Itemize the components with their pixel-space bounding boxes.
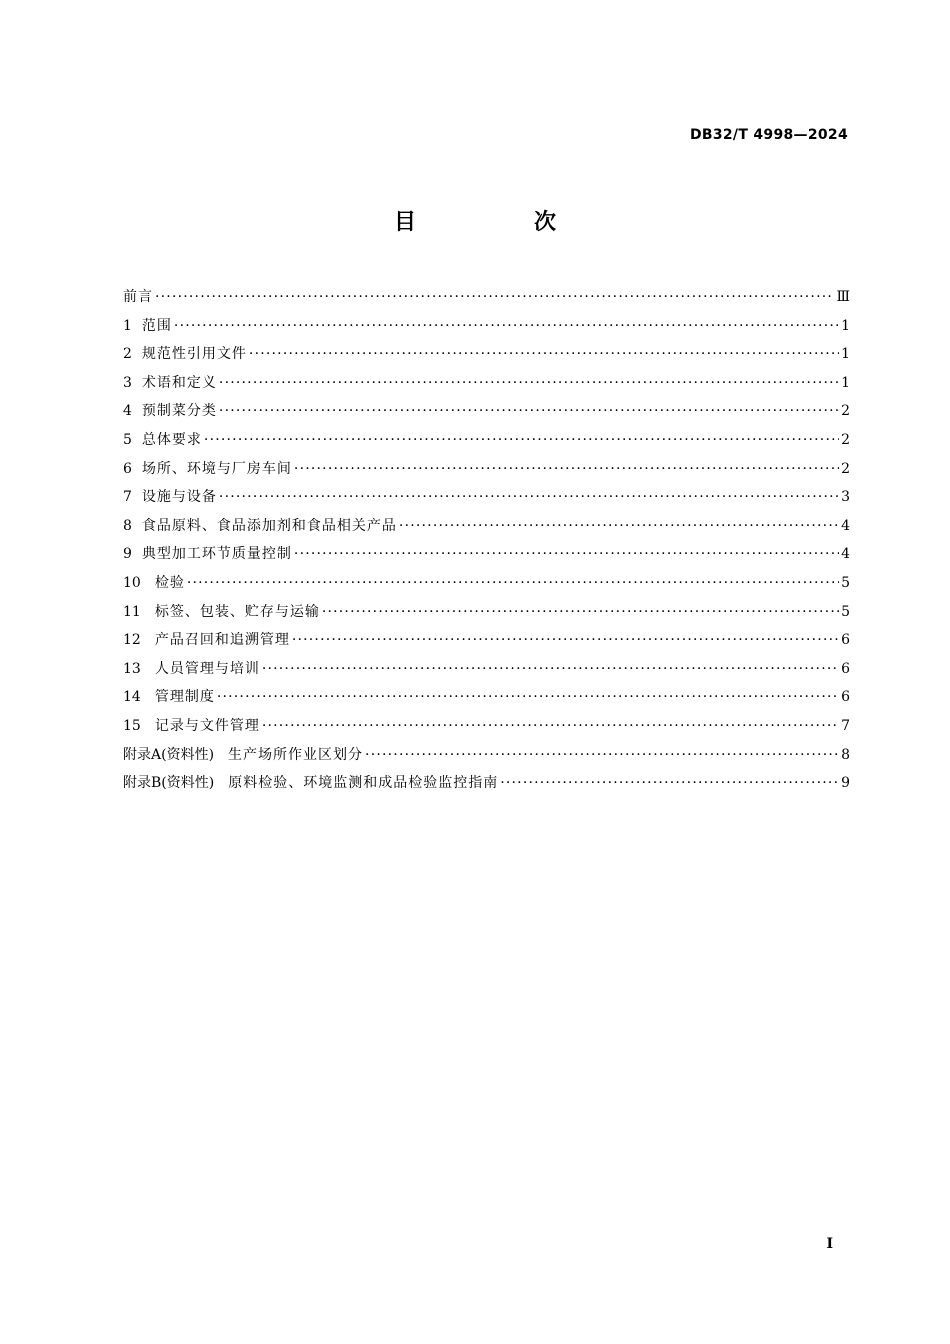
toc-entry-title: 原料检验、环境监测和成品检验监控指南: [228, 775, 499, 792]
toc-entry-number: 9: [123, 546, 132, 563]
toc-entry[interactable]: [123, 629, 850, 658]
toc-entry[interactable]: [123, 315, 850, 344]
toc-entry-number: 11: [123, 603, 141, 620]
toc-leader-dots: [174, 315, 839, 337]
toc-entry-number: 12: [123, 632, 141, 649]
toc-entry[interactable]: [123, 686, 850, 715]
toc-entry[interactable]: [123, 543, 850, 572]
toc-entry-number: 13: [123, 660, 141, 677]
table-of-contents: [123, 286, 850, 801]
toc-entry-title: 记录与文件管理: [154, 717, 260, 734]
toc-leader-dots: [217, 686, 839, 708]
toc-entry-title: 范围: [141, 317, 172, 334]
toc-leader-dots: [292, 629, 839, 651]
toc-entry-page: 7: [841, 717, 850, 734]
toc-entry[interactable]: [123, 715, 850, 744]
toc-entry-page: 4: [841, 546, 850, 563]
toc-entry[interactable]: [123, 515, 850, 544]
toc-entry-page: 2: [841, 403, 850, 420]
toc-entry-title: 食品原料、食品添加剂和食品相关产品: [141, 517, 397, 534]
page-title: 目 次: [393, 210, 604, 235]
toc-entry-page: 3: [841, 489, 850, 506]
toc-entry-page: 4: [841, 517, 850, 534]
toc-leader-dots: [219, 486, 839, 508]
toc-entry-title: 生产场所作业区划分: [228, 746, 364, 763]
toc-entry-number: 8: [123, 517, 132, 534]
toc-entry-page: 1: [841, 374, 850, 391]
toc-leader-dots: [204, 429, 839, 451]
toc-entry-number: 15: [123, 717, 141, 734]
toc-entry-number: 附录B(资料性): [123, 775, 215, 792]
toc-leader-dots: [399, 515, 839, 537]
toc-leader-dots: [219, 372, 839, 394]
toc-entry[interactable]: [123, 572, 850, 601]
toc-entry-page: Ⅲ: [836, 289, 850, 305]
toc-entry[interactable]: [123, 400, 850, 429]
toc-leader-dots: [294, 458, 839, 480]
toc-entry-number: 4: [123, 403, 132, 420]
toc-entry-page: 5: [841, 574, 850, 591]
toc-entry-appendix-b[interactable]: [123, 772, 850, 801]
toc-entry-page: 1: [841, 317, 850, 334]
toc-entry-title: 典型加工环节质量控制: [141, 546, 292, 563]
toc-entry-page: 5: [841, 603, 850, 620]
toc-entry-title: 术语和定义: [141, 374, 217, 391]
toc-entry-title: 检验: [154, 574, 185, 591]
toc-entry-title: 预制菜分类: [141, 403, 217, 420]
toc-entry-title: 人员管理与培训: [154, 660, 260, 677]
toc-entry-page: 6: [841, 660, 850, 677]
toc-entry[interactable]: [123, 429, 850, 458]
document-code: DB32/T 4998—2024: [689, 127, 848, 143]
toc-entry-title: 规范性引用文件: [141, 346, 247, 363]
toc-leader-dots: [249, 343, 839, 365]
toc-entry-number: 2: [123, 346, 132, 363]
toc-leader-dots: [294, 543, 839, 565]
toc-entry-title: 标签、包装、贮存与运输: [154, 603, 320, 620]
toc-entry-page: 8: [841, 746, 850, 763]
toc-entry-number: 3: [123, 374, 132, 391]
toc-entry-title: 设施与设备: [141, 489, 217, 506]
toc-leader-dots: [322, 601, 839, 623]
toc-leader-dots: [219, 400, 839, 422]
toc-entry[interactable]: [123, 601, 850, 630]
toc-entry-page: 1: [841, 346, 850, 363]
toc-entry-page: 6: [841, 632, 850, 649]
toc-entry[interactable]: [123, 658, 850, 687]
toc-entry-page: 2: [841, 460, 850, 477]
toc-entry[interactable]: [123, 458, 850, 487]
toc-leader-dots: [500, 772, 839, 794]
toc-entry-title: 产品召回和追溯管理: [154, 632, 290, 649]
toc-leader-dots: [262, 715, 839, 737]
toc-entry-number: 1: [123, 317, 132, 334]
toc-entry-appendix-a[interactable]: [123, 744, 850, 773]
toc-entry-page: 9: [841, 775, 850, 792]
toc-entry[interactable]: [123, 372, 850, 401]
toc-entry[interactable]: [123, 486, 850, 515]
toc-entry-title: 总体要求: [141, 431, 202, 448]
toc-leader-dots: [365, 744, 839, 766]
toc-entry-title: 前言: [123, 289, 153, 305]
toc-entry[interactable]: [123, 343, 850, 372]
toc-leader-dots: [187, 572, 839, 594]
toc-entry-number: 6: [123, 460, 132, 477]
toc-leader-dots: [262, 658, 839, 680]
toc-entry-number: 14: [123, 689, 141, 706]
toc-entry-number: 附录A(资料性): [123, 746, 215, 763]
page-number: I: [826, 1236, 833, 1252]
toc-entry-number: 7: [123, 489, 132, 506]
toc-entry-title: 管理制度: [154, 689, 215, 706]
toc-entry-page: 2: [841, 431, 850, 448]
toc-entry-title: 场所、环境与厂房车间: [141, 460, 292, 477]
toc-entry-number: 5: [123, 431, 132, 448]
toc-entry-foreword[interactable]: [123, 286, 850, 315]
toc-entry-number: 10: [123, 574, 141, 591]
toc-leader-dots: [155, 286, 834, 308]
toc-entry-page: 6: [841, 689, 850, 706]
